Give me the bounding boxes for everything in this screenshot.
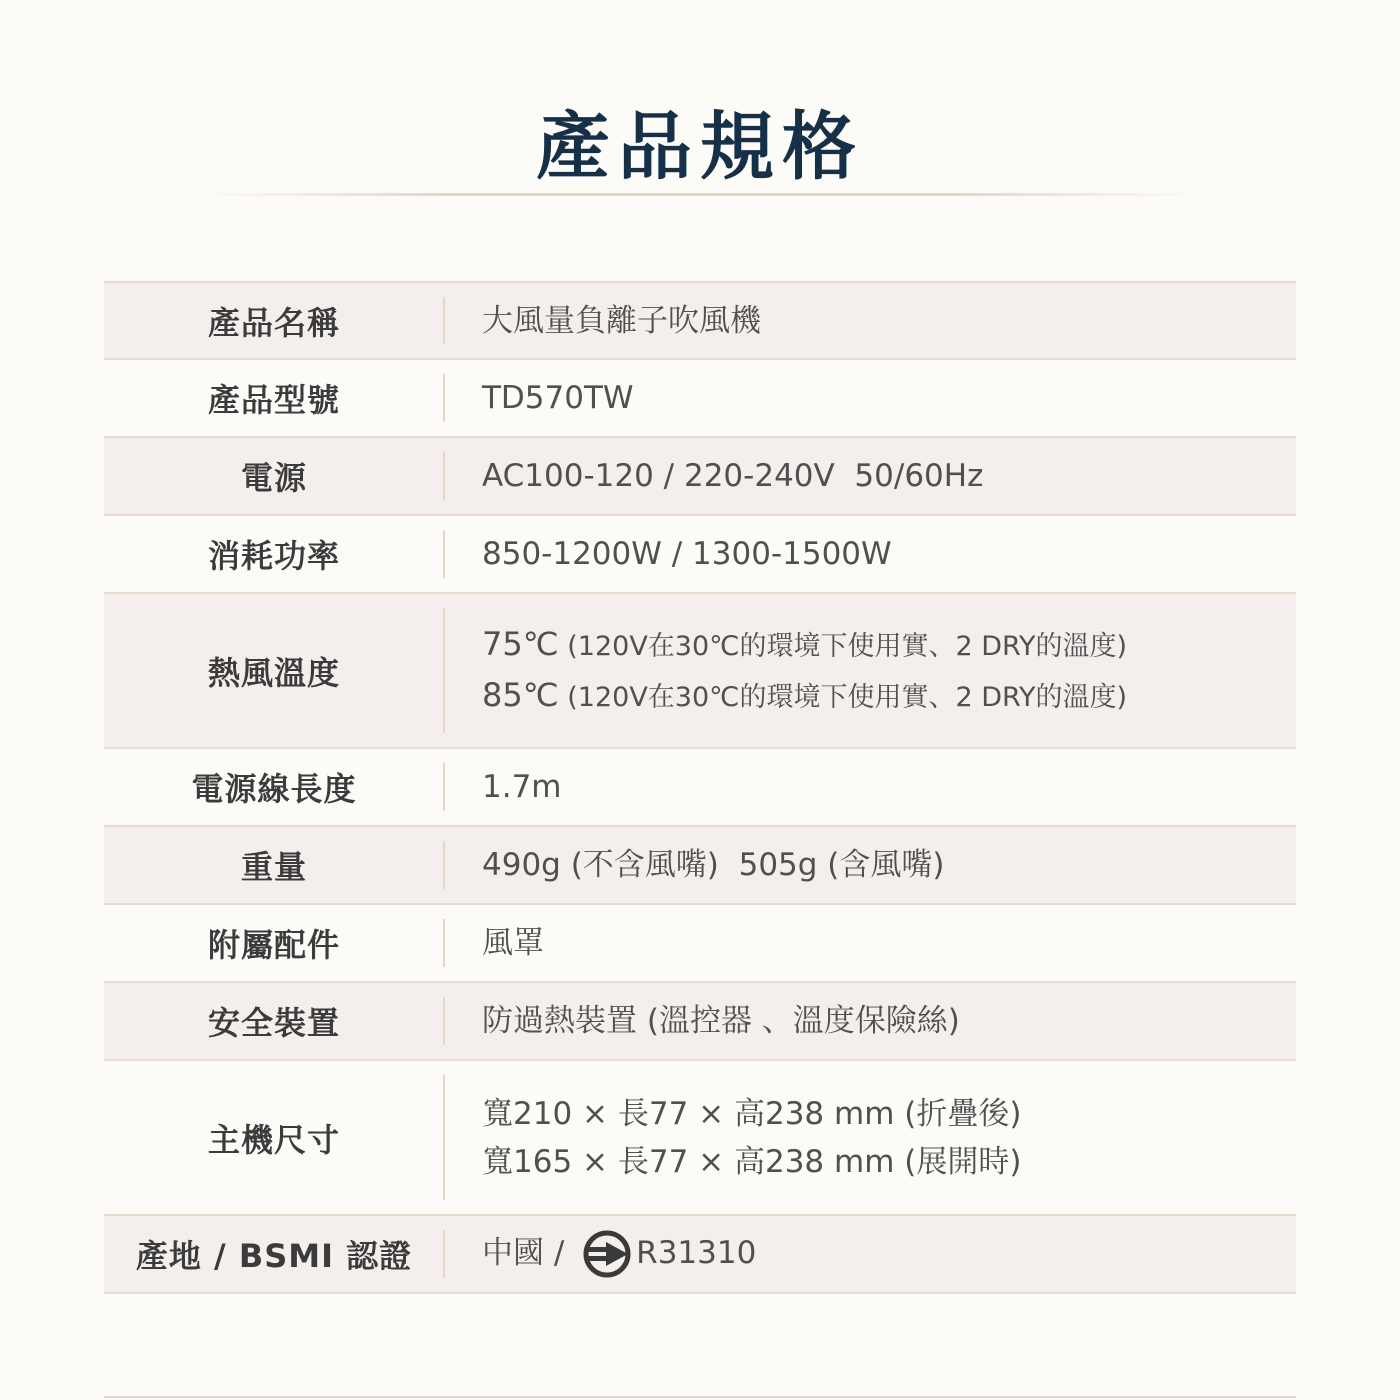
spec-value-line: AC100-120 / 220-240V 50/60Hz: [482, 458, 984, 494]
spec-value: [444, 1090, 1021, 1186]
spec-value-line: 寬165 × 長77 × 高238 mm (展開時): [482, 1143, 1022, 1180]
origin-country: 中國 /: [482, 1234, 565, 1271]
spec-label: 主機尺寸: [207, 1120, 340, 1159]
spec-label: 產品名稱: [207, 303, 340, 342]
spec-row-product-name: [104, 283, 1296, 360]
column-divider: [443, 297, 445, 344]
spec-value-line: 490g (不含風嘴) 505g (含風嘴): [482, 847, 945, 883]
temperature-value: 75℃: [482, 624, 559, 663]
spec-value: [444, 919, 544, 967]
column-divider: [443, 841, 445, 889]
column-divider: [443, 452, 445, 500]
spec-label: 附屬配件: [207, 926, 340, 964]
spec-value-line: 850-1200W / 1300-1500W: [482, 536, 892, 572]
spec-row-accessories: [104, 905, 1296, 983]
bsmi-mark-icon: [582, 1229, 632, 1279]
spec-label: 安全裝置: [207, 1004, 340, 1042]
spec-value: [444, 620, 1127, 722]
temperature-value: 85℃: [482, 675, 559, 714]
column-divider: [443, 919, 445, 967]
column-divider: [443, 374, 445, 422]
column-divider: [443, 763, 445, 811]
spec-label: 產地 / BSMI 認證: [135, 1237, 413, 1275]
spec-label: 重量: [240, 848, 307, 886]
column-divider: [443, 608, 445, 733]
title-underline: [200, 193, 1200, 196]
page-title: 產品規格: [536, 104, 864, 190]
spec-value-line: 大風量負離子吹風機: [482, 302, 761, 339]
spec-value-line: 防過熱裝置 (溫控器 、溫度保險絲): [482, 1003, 960, 1039]
spec-value: [444, 763, 562, 811]
spec-value-line: 風罩: [482, 925, 544, 961]
temperature-note: (120V在30℃的環境下使用實、2 DRY的溫度): [567, 681, 1128, 713]
spec-row-dimensions: [104, 1061, 1296, 1216]
spec-value: [444, 297, 761, 345]
bsmi-number: R31310: [636, 1234, 757, 1271]
spec-value: [444, 997, 960, 1045]
column-divider: [443, 997, 445, 1045]
spec-value-line: [482, 1229, 756, 1280]
spec-row-power-supply: [104, 438, 1296, 516]
column-divider: [443, 530, 445, 578]
spec-table: [104, 281, 1296, 1294]
column-divider: [443, 1230, 445, 1278]
spec-row-power-consumption: [104, 516, 1296, 594]
spec-row-cord-length: [104, 749, 1296, 827]
spec-value-line: 寬210 × 長77 × 高238 mm (折疊後): [482, 1095, 1022, 1132]
spec-value-line: [482, 620, 1127, 671]
spec-value: [444, 530, 892, 578]
spec-label: 產品型號: [207, 381, 340, 419]
spec-row-model: [104, 360, 1296, 438]
spec-row-origin-bsmi: [104, 1216, 1296, 1294]
column-divider: [443, 1075, 445, 1200]
spec-label: 消耗功率: [207, 537, 340, 575]
spec-value-line: 1.7m: [482, 769, 562, 805]
spec-value: [444, 1229, 756, 1280]
spec-value: [444, 374, 634, 422]
spec-label: 電源線長度: [191, 770, 357, 808]
temperature-note: (120V在30℃的環境下使用實、2 DRY的溫度): [567, 630, 1128, 662]
spec-value-line: [482, 671, 1127, 722]
spec-row-weight: [104, 827, 1296, 905]
spec-label: 熱風溫度: [207, 653, 340, 692]
spec-row-safety-devices: [104, 983, 1296, 1061]
bottom-divider: [104, 1396, 1296, 1398]
spec-value: [444, 452, 983, 500]
spec-value-line: TD570TW: [482, 380, 634, 416]
spec-value: [444, 841, 945, 889]
spec-row-hot-air-temperature: [104, 594, 1296, 749]
spec-label: 電源: [240, 459, 307, 497]
